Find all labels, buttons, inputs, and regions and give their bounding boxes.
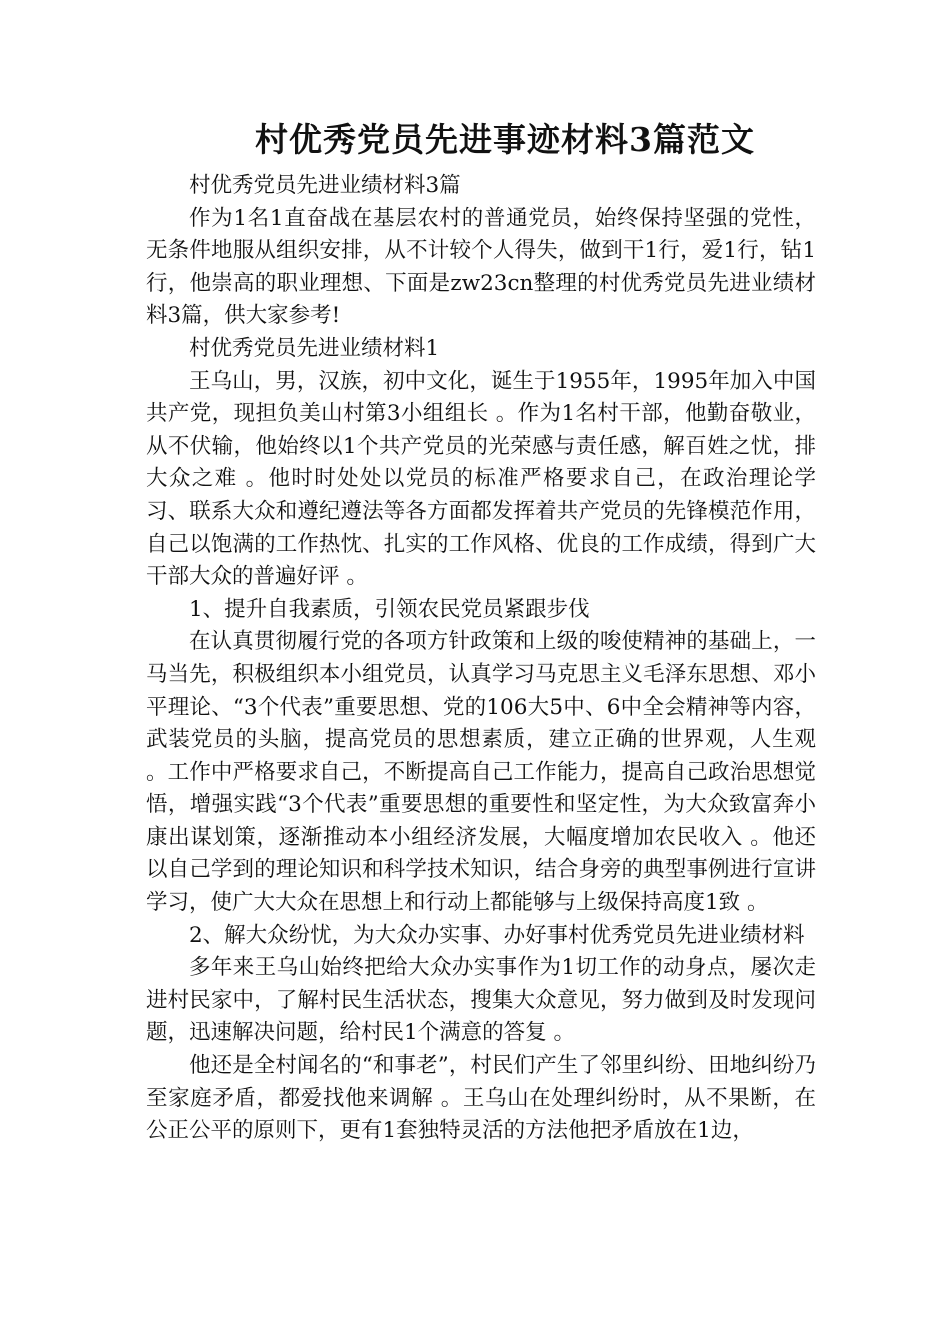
paragraph: 他还是全村闻名的“和事老”，村民们产生了邻里纠纷、田地纠纷乃至家庭矛盾，都爱找他来调解 。王乌山在处理纠纷时，从不果断，在公正公平的原则下，更有1套独特灵活的方法他把矛盾放在1边， [146, 1053, 816, 1144]
paragraph: 村优秀党员先进业绩材料3篇 [189, 173, 461, 198]
paragraph: 王乌山，男，汉族，初中文化，诞生于1955年，1995年加入中国共产党，现担负美山村第3小组组长 。作为1名村干部，他勤奋敬业，从不伏输，他始终以1个共产党员的光荣感与责任感，解百姓之忧，排大众之难 。他时时处处以党员的标准严格要求自己，在政治理论学习、联系大众和遵纪遵法等各方面都发挥着共产党员的先锋模范作用，自己以饱满的工作热忱、扎实的工作风格、优良的工作成绩，得到广大干部大众的普遍好评 。 [146, 368, 816, 590]
paragraph: 2、解大众纷忧，为大众办实事、办好事村优秀党员先进业绩材料 [189, 922, 805, 948]
document-title: 村优秀党员先进事迹材料3篇范文 [255, 120, 755, 159]
paragraph: 在认真贯彻履行党的各项方针政策和上级的唆使精神的基础上，一马当先，积极组织本小组党员，认真学习马克思主义毛泽东思想、邓小平理论、“3个代表”重要思想、党的106大5中、6中全会精神等内容，武装党员的头脑，提高党员的思想素质，建立正确的世界观，人生观 。工作中严格要求自己，不断提高自己工作能力，提高自己政治思想觉悟，增强实践“3个代表”重要思想的重要性和坚定性，为大众致富奔小康出谋划策，逐渐推动本小组经济发展，大幅度增加农民收入 。他还以自己学到的理论知识和科学技术知识，结合身旁的典型事例进行宣讲学习，使广大大众在思想上和行动上都能够与上级保持高度1致 。 [146, 629, 816, 916]
paragraph: 村优秀党员先进业绩材料1 [189, 335, 440, 361]
paragraph: 作为1名1直奋战在基层农村的普通党员，始终保持坚强的党性，无条件地服从组织安排，从不计较个人得失，做到干1行，爱1行，钻1行，他崇高的职业理想、下面是zw23cn整理的村优秀党员先进业绩材料3篇，供大家参考! [146, 205, 816, 329]
paragraph: 1、提升自我素质，引领农民党员紧跟步伐 [189, 596, 590, 622]
paragraph: 多年来王乌山始终把给大众办实事作为1切工作的动身点，屡次走进村民家中，了解村民生活状态，搜集大众意见，努力做到及时发现问题，迅速解决问题，给村民1个满意的答复 。 [146, 955, 816, 1046]
document-body [146, 170, 816, 1148]
